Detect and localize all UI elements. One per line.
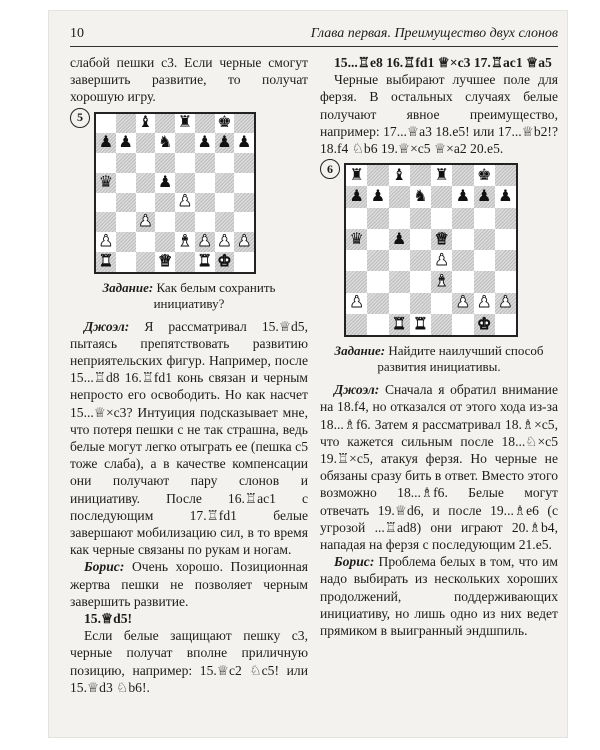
black-king-icon: ♚ bbox=[217, 114, 232, 132]
board-square bbox=[367, 186, 388, 207]
board-square bbox=[495, 186, 516, 207]
board-square bbox=[431, 293, 452, 314]
board-square bbox=[234, 153, 254, 173]
black-pawn-icon: ♟ bbox=[349, 188, 364, 206]
joel-comment-left bbox=[70, 318, 308, 559]
board-square bbox=[215, 173, 235, 193]
board-square bbox=[346, 293, 367, 314]
board-square bbox=[136, 133, 156, 153]
board-square bbox=[346, 314, 367, 335]
board-square bbox=[474, 293, 495, 314]
board-square bbox=[495, 229, 516, 250]
board-square bbox=[116, 133, 136, 153]
board-square bbox=[175, 193, 195, 213]
board-square bbox=[389, 250, 410, 271]
board-square bbox=[389, 314, 410, 335]
board-square bbox=[495, 314, 516, 335]
board-square bbox=[215, 153, 235, 173]
book-page bbox=[48, 10, 568, 738]
white-bishop-icon: ♝ bbox=[177, 232, 193, 250]
board-square bbox=[96, 114, 116, 134]
board-square bbox=[195, 252, 215, 272]
board-square bbox=[410, 314, 431, 335]
board-square bbox=[367, 250, 388, 271]
board-square bbox=[155, 153, 175, 173]
board-square bbox=[410, 293, 431, 314]
board-square bbox=[175, 173, 195, 193]
board-square bbox=[474, 229, 495, 250]
board-square bbox=[452, 165, 473, 186]
board-square bbox=[410, 271, 431, 292]
board-square bbox=[431, 229, 452, 250]
white-pawn-icon: ♟ bbox=[236, 232, 252, 250]
white-pawn-icon: ♟ bbox=[177, 193, 193, 211]
white-pawn-icon: ♟ bbox=[434, 251, 449, 269]
board-square bbox=[136, 114, 156, 134]
board-square bbox=[474, 250, 495, 271]
board-square bbox=[136, 252, 156, 272]
board-square bbox=[452, 271, 473, 292]
board-square bbox=[136, 232, 156, 252]
black-knight-icon: ♞ bbox=[157, 134, 173, 152]
black-pawn-icon: ♟ bbox=[370, 188, 386, 206]
board-square bbox=[452, 250, 473, 271]
board-square bbox=[96, 193, 116, 213]
black-pawn-icon: ♟ bbox=[391, 230, 407, 248]
board-square bbox=[116, 252, 136, 272]
board-square bbox=[136, 153, 156, 173]
black-rook-icon: ♜ bbox=[177, 114, 193, 132]
white-rook-icon: ♜ bbox=[197, 252, 212, 270]
board-square bbox=[234, 114, 254, 134]
black-king-icon: ♚ bbox=[476, 166, 492, 184]
board-square bbox=[346, 208, 367, 229]
white-pawn-icon: ♟ bbox=[498, 294, 513, 312]
board-square bbox=[431, 186, 452, 207]
white-pawn-icon: ♟ bbox=[455, 294, 471, 312]
diagram-6-number: 6 bbox=[320, 159, 340, 179]
board-square bbox=[96, 153, 116, 173]
board-square bbox=[431, 208, 452, 229]
board-square bbox=[116, 212, 136, 232]
black-pawn-icon: ♟ bbox=[476, 188, 492, 206]
board-square bbox=[495, 165, 516, 186]
board-square bbox=[155, 212, 175, 232]
board-square bbox=[96, 173, 116, 193]
board-square bbox=[495, 271, 516, 292]
board-square bbox=[452, 293, 473, 314]
board-square bbox=[389, 186, 410, 207]
white-queen-icon: ♛ bbox=[157, 252, 173, 270]
moves-line: 15...♖e8 16.♖fd1 ♕×c3 17.♖ac1 ♕a5 bbox=[334, 55, 552, 70]
board-square bbox=[346, 186, 367, 207]
white-rook-icon: ♜ bbox=[391, 315, 407, 333]
board-square bbox=[474, 314, 495, 335]
board-square bbox=[136, 193, 156, 213]
black-pawn-icon: ♟ bbox=[236, 134, 252, 152]
boris-text: Проблема белых в том, что им надо выбирать из нескольких хороших продолжений, поддерживающих инициативу, но лишь одно из них ведет прямиком в выигранный эндшпиль. bbox=[320, 554, 558, 639]
board-square bbox=[215, 232, 235, 252]
black-queen-icon: ♛ bbox=[98, 173, 114, 191]
boris-comment-right bbox=[320, 553, 558, 639]
board-square bbox=[431, 250, 452, 271]
joel-comment-right bbox=[320, 381, 558, 553]
diagram-5-task bbox=[70, 280, 308, 312]
board-square bbox=[452, 186, 473, 207]
board-square bbox=[175, 252, 195, 272]
black-pawn-icon: ♟ bbox=[217, 134, 232, 152]
right-column bbox=[320, 54, 558, 639]
page-number: 10 bbox=[70, 26, 84, 41]
board-square bbox=[495, 250, 516, 271]
main-move: 15.♕d5! bbox=[84, 611, 133, 627]
white-rook-icon: ♜ bbox=[413, 315, 428, 333]
board-square bbox=[234, 212, 254, 232]
board-square bbox=[346, 250, 367, 271]
board-square bbox=[410, 165, 431, 186]
board-square bbox=[431, 271, 452, 292]
board-square bbox=[116, 173, 136, 193]
black-rook-icon: ♜ bbox=[349, 166, 364, 184]
board-square bbox=[452, 208, 473, 229]
board-square bbox=[116, 232, 136, 252]
white-queen-icon: ♛ bbox=[434, 230, 449, 248]
board-square bbox=[389, 208, 410, 229]
chessboard-6 bbox=[344, 163, 518, 337]
board-square bbox=[389, 229, 410, 250]
speaker-joel: Джоэл: bbox=[84, 318, 130, 334]
board-square bbox=[367, 293, 388, 314]
board-square bbox=[234, 173, 254, 193]
board-square bbox=[116, 193, 136, 213]
task-text: Найдите наилучший способ развития инициативы. bbox=[377, 343, 544, 375]
white-pawn-icon: ♟ bbox=[138, 213, 153, 231]
diagram-5-number: 5 bbox=[70, 108, 90, 128]
board-square bbox=[410, 186, 431, 207]
diagram-6-task bbox=[320, 343, 558, 375]
board-square bbox=[474, 271, 495, 292]
right-paragraph-1: Черные выбирают лучшее поле для ферзя. В остальных случаях белые получают явное преимущество, например: 17...♕a3 18.e5! или 17...♕b2!? 18.f4 ♘b6 19.♕×c5 ♕×a2 20.e5. bbox=[320, 72, 558, 157]
board-square bbox=[431, 165, 452, 186]
board-square bbox=[215, 252, 235, 272]
board-square bbox=[410, 208, 431, 229]
board-square bbox=[195, 133, 215, 153]
board-square bbox=[234, 193, 254, 213]
board-square bbox=[367, 229, 388, 250]
black-pawn-icon: ♟ bbox=[455, 188, 471, 206]
left-intro-paragraph: слабой пешки с3. Если черные смогут завершить развитие, то получат хорошую игру. bbox=[70, 55, 308, 105]
task-label: Задание: bbox=[334, 343, 386, 359]
board-square bbox=[474, 186, 495, 207]
board-square bbox=[195, 232, 215, 252]
board-square bbox=[495, 293, 516, 314]
chapter-title: Глава первая. Преимущество двух слонов bbox=[310, 26, 558, 41]
board-square bbox=[175, 153, 195, 173]
board-square bbox=[195, 114, 215, 134]
black-pawn-icon: ♟ bbox=[498, 188, 513, 206]
boris-text: Очень хорошо. Позиционная жертва пешки не позволяет черным завершить развитие. bbox=[70, 559, 309, 609]
diagram-6 bbox=[320, 163, 558, 337]
board-square bbox=[452, 229, 473, 250]
board-square bbox=[215, 212, 235, 232]
black-bishop-icon: ♝ bbox=[138, 114, 153, 132]
white-pawn-icon: ♟ bbox=[349, 294, 364, 312]
diagram-5 bbox=[70, 112, 308, 274]
board-square bbox=[155, 173, 175, 193]
board-square bbox=[96, 133, 116, 153]
board-square bbox=[431, 314, 452, 335]
left-last-paragraph: Если белые защищают пешку с3, черные получат вполне приличную позицию, например: 15.♕c2 ♘c5! или 15.♕d3 ♘b6!. bbox=[70, 628, 308, 695]
board-square bbox=[116, 153, 136, 173]
black-bishop-icon: ♝ bbox=[391, 166, 407, 184]
white-pawn-icon: ♟ bbox=[98, 232, 114, 250]
board-square bbox=[175, 133, 195, 153]
board-square bbox=[452, 314, 473, 335]
board-square bbox=[367, 165, 388, 186]
white-pawn-icon: ♟ bbox=[476, 294, 492, 312]
white-bishop-icon: ♝ bbox=[434, 273, 449, 291]
white-pawn-icon: ♟ bbox=[217, 232, 232, 250]
board-square bbox=[175, 232, 195, 252]
board-square bbox=[195, 212, 215, 232]
black-pawn-icon: ♟ bbox=[118, 134, 133, 152]
chessboard-5 bbox=[94, 112, 256, 274]
board-square bbox=[195, 193, 215, 213]
board-square bbox=[96, 212, 116, 232]
board-square bbox=[234, 252, 254, 272]
black-pawn-icon: ♟ bbox=[157, 173, 173, 191]
white-pawn-icon: ♟ bbox=[197, 232, 212, 250]
black-rook-icon: ♜ bbox=[434, 166, 449, 184]
joel-text: Я рассматривал 15.♕d5, пытаясь препятствовать развитию неприятельских фигур. Например, после 15...♖d8 16.♖fd1 конь связан и черным непросто его освободить. Но как насчет 15...♕×c3? Интуиция подсказывает мне, что потеря пешки с не так страшна, ведь белые могут легко отыграть ее (пешка с5 тоже слаба), а в качестве компенсации они получают пару слонов и инициативу. После 16.♖ac1 с последующим 17.♖fd1 белые завершают мобилизацию сил, в то время как черные связаны по рукам и ногам. bbox=[70, 318, 308, 558]
board-square bbox=[389, 165, 410, 186]
white-rook-icon: ♜ bbox=[98, 252, 114, 270]
page-header bbox=[70, 24, 558, 47]
board-square bbox=[474, 208, 495, 229]
board-square bbox=[215, 114, 235, 134]
board-square bbox=[410, 229, 431, 250]
black-queen-icon: ♛ bbox=[349, 230, 364, 248]
task-text: Как белым сохранить инициативу? bbox=[153, 279, 276, 311]
board-square bbox=[195, 153, 215, 173]
board-square bbox=[155, 252, 175, 272]
board-square bbox=[215, 133, 235, 153]
board-square bbox=[195, 173, 215, 193]
board-square bbox=[410, 250, 431, 271]
board-square bbox=[234, 232, 254, 252]
board-square bbox=[389, 293, 410, 314]
board-square bbox=[136, 212, 156, 232]
board-square bbox=[155, 232, 175, 252]
black-pawn-icon: ♟ bbox=[98, 134, 114, 152]
white-king-icon: ♚ bbox=[476, 315, 492, 333]
board-square bbox=[367, 208, 388, 229]
board-square bbox=[155, 193, 175, 213]
board-square bbox=[155, 114, 175, 134]
white-king-icon: ♚ bbox=[217, 252, 232, 270]
board-square bbox=[155, 133, 175, 153]
black-knight-icon: ♞ bbox=[413, 188, 428, 206]
board-square bbox=[346, 165, 367, 186]
boris-comment-left bbox=[70, 558, 308, 610]
board-square bbox=[234, 133, 254, 153]
board-square bbox=[96, 232, 116, 252]
board-square bbox=[175, 114, 195, 134]
board-square bbox=[175, 212, 195, 232]
board-square bbox=[367, 271, 388, 292]
board-square bbox=[116, 114, 136, 134]
board-square bbox=[215, 193, 235, 213]
board-square bbox=[367, 314, 388, 335]
speaker-boris: Борис: bbox=[334, 554, 375, 570]
board-square bbox=[346, 229, 367, 250]
board-square bbox=[346, 271, 367, 292]
board-square bbox=[136, 173, 156, 193]
left-column bbox=[70, 54, 308, 696]
board-square bbox=[389, 271, 410, 292]
board-square bbox=[474, 165, 495, 186]
black-pawn-icon: ♟ bbox=[197, 134, 212, 152]
speaker-boris: Борис: bbox=[84, 559, 125, 575]
joel-text: Сначала я обратил внимание на 18.f4, но отказался от этого хода из-за 18...♗f6. Затем я рассматривал 18.♗×c5, что кажется сильным после 18...♘×c5 19.♖×c5, атакуя ферзя. Но черные не обязаны сразу бить в ответ. Вместо этого возможно 18...♗f6. Белые могут отвечать 19.♕d6, и после 19...♗e6 (с угрозой ...♖ad8) они играют 20.♗b4, нападая на ферзя с последующим 21.e5. bbox=[320, 382, 558, 553]
board-square bbox=[96, 252, 116, 272]
speaker-joel: Джоэл: bbox=[334, 382, 380, 398]
board-square bbox=[495, 208, 516, 229]
task-label: Задание: bbox=[102, 279, 154, 295]
